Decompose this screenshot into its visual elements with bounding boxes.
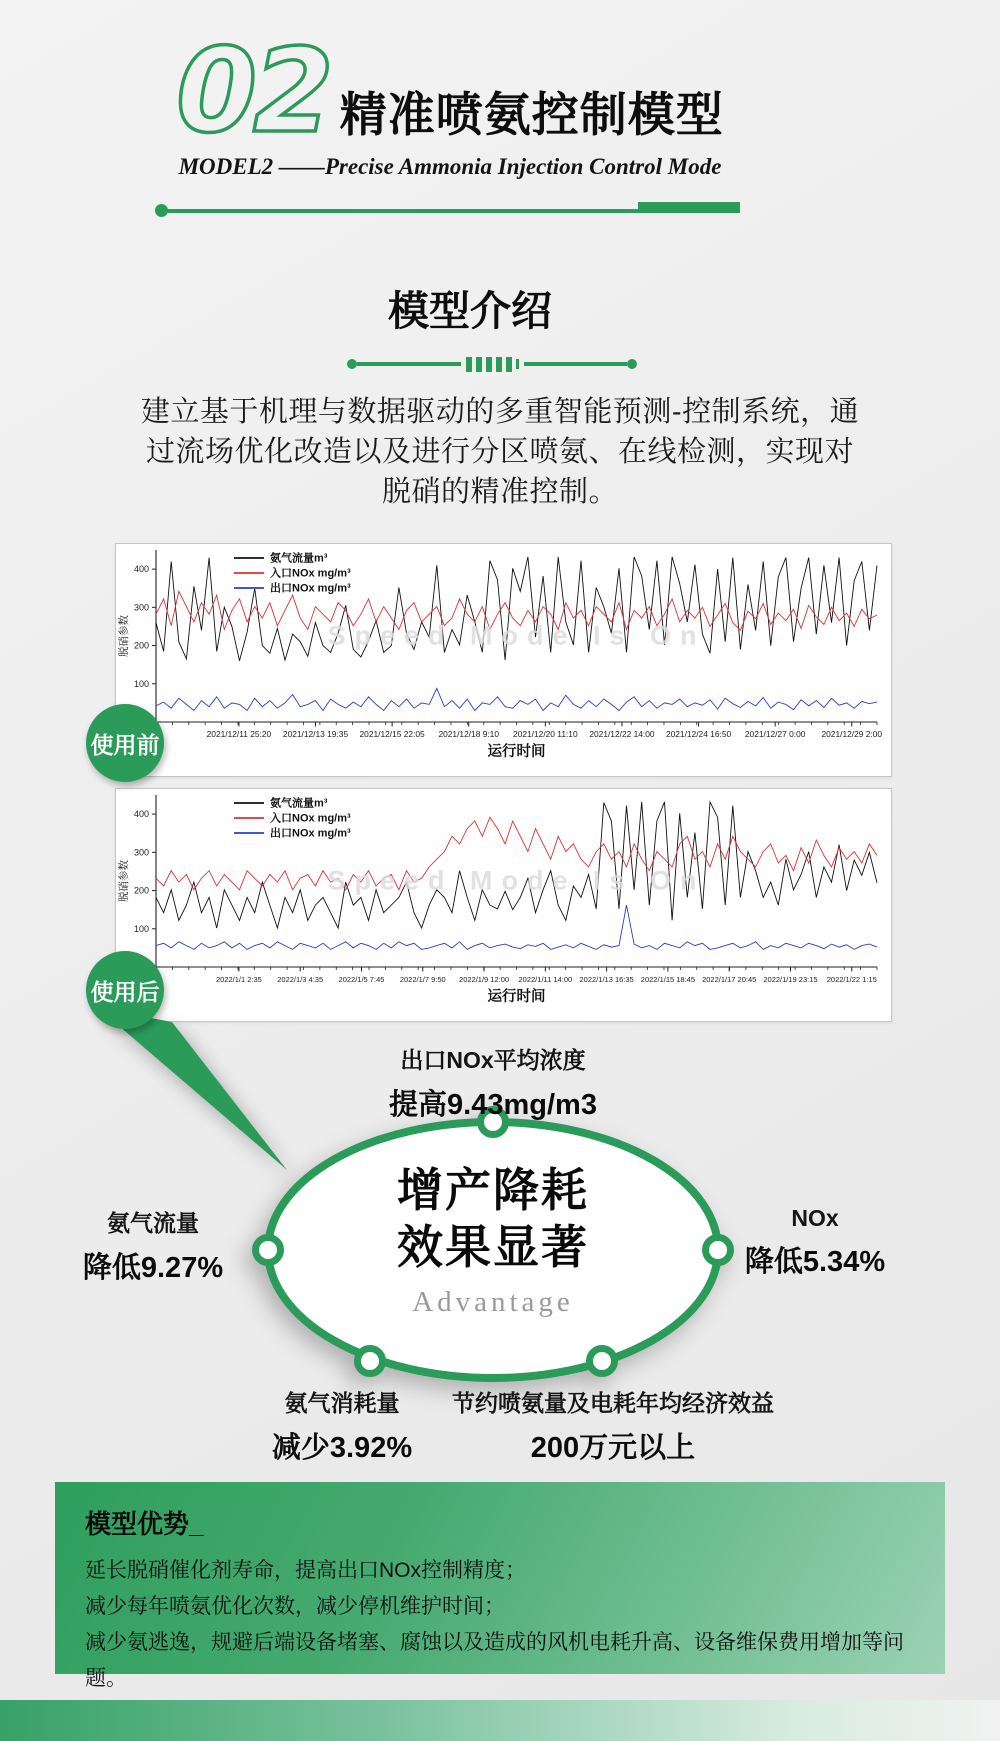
model-advantages-box <box>55 1482 945 1690</box>
svg-text:脱硝参数: 脱硝参数 <box>119 860 130 902</box>
intro-line: 过流场优化改造以及进行分区喷氨、在线检测，实现对 <box>145 436 854 468</box>
svg-text:运行时间: 运行时间 <box>487 989 546 1005</box>
svg-text:2021/12/20 11:10: 2021/12/20 11:10 <box>513 729 578 739</box>
chart-after-canvas <box>116 789 891 1021</box>
advantage-item: 减少氨逃逸，规避后端设备堵塞、腐蚀以及造成的风机电耗升高、设备维保费用增加等问题。 <box>85 1631 904 1690</box>
svg-text:2021/12/29 2:00: 2021/12/29 2:00 <box>821 729 883 739</box>
advantages-title: 模型优势_ <box>85 1509 204 1539</box>
ellipse-caption: Advantage <box>412 1286 574 1318</box>
svg-text:2021/12/27 0:00: 2021/12/27 0:00 <box>744 729 806 739</box>
svg-text:2021/12/11 25:20: 2021/12/11 25:20 <box>206 729 272 739</box>
chart-before-canvas <box>116 544 891 776</box>
svg-text:出口NOx mg/m³: 出口NOx mg/m³ <box>270 582 351 595</box>
svg-text:脱硝参数: 脱硝参数 <box>119 615 130 657</box>
stat-label: 氨气流量 <box>107 1210 199 1236</box>
divider-dot <box>627 359 637 369</box>
svg-text:2021/12/24 16:50: 2021/12/24 16:50 <box>665 729 732 739</box>
stat-label: 节约喷氨量及电耗年均经济效益 <box>452 1390 774 1416</box>
advantage-item: 延长脱硝催化剂寿命，提高出口NOx控制精度； <box>85 1559 526 1582</box>
stat-value: 提高9.43mg/m3 <box>389 1089 597 1121</box>
svg-text:运行时间: 运行时间 <box>487 744 546 760</box>
stat-nox <box>700 1205 930 1280</box>
header-divider <box>155 202 740 218</box>
stat-label: 出口NOx平均浓度 <box>400 1047 586 1073</box>
bottom-gradient-strip <box>0 1700 1000 1741</box>
svg-text:2021/12/13 19:35: 2021/12/13 19:35 <box>282 729 349 739</box>
section-number: 02 <box>176 24 330 159</box>
ellipse-title-line2: 效果显著 <box>397 1221 589 1273</box>
svg-text:2022/1/1 2:35: 2022/1/1 2:35 <box>215 975 262 984</box>
svg-text:100: 100 <box>133 923 149 934</box>
svg-text:400: 400 <box>133 564 149 575</box>
divider-bar <box>638 202 740 213</box>
intro-divider <box>347 356 637 372</box>
stat-value: 减少3.92% <box>271 1432 413 1464</box>
intro-line: 脱硝的精准控制。 <box>381 476 618 508</box>
svg-text:100: 100 <box>133 678 149 689</box>
stat-value: 200万元以上 <box>530 1432 696 1464</box>
divider-line <box>357 362 461 366</box>
svg-text:出口NOx mg/m³: 出口NOx mg/m³ <box>270 827 351 840</box>
stat-label: 氨气消耗量 <box>284 1390 400 1416</box>
svg-text:300: 300 <box>133 847 149 858</box>
svg-text:氨气流量m³: 氨气流量m³ <box>270 552 328 565</box>
divider-ticks <box>466 357 519 372</box>
chart-after-panel <box>115 788 892 1022</box>
svg-text:2021/12/15 22:05: 2021/12/15 22:05 <box>359 729 425 739</box>
divider-line <box>524 362 628 366</box>
svg-text:200: 200 <box>133 640 149 651</box>
stat-value: 降低9.27% <box>82 1252 224 1284</box>
svg-text:Speed Mode Is On: Speed Mode Is On <box>327 620 706 651</box>
intro-paragraph <box>0 392 1000 512</box>
svg-text:2022/1/15 18:45: 2022/1/15 18:45 <box>640 975 696 984</box>
stat-economic-benefit <box>443 1385 783 1466</box>
svg-text:2022/1/11 14:00: 2022/1/11 14:00 <box>518 975 573 984</box>
stat-ammonia-consumption <box>222 1385 462 1466</box>
chart-before-panel <box>115 543 892 777</box>
stat-outlet-nox <box>293 1042 693 1123</box>
page-title: 精准喷氨控制模型 <box>339 88 724 141</box>
intro-heading: 模型介绍 <box>388 288 552 334</box>
svg-text:2021/12/22 14:00: 2021/12/22 14:00 <box>589 729 655 739</box>
svg-text:2022/1/7 9:50: 2022/1/7 9:50 <box>399 975 446 984</box>
svg-text:300: 300 <box>133 602 149 613</box>
intro-line: 建立基于机理与数据驱动的多重智能预测-控制系统，通 <box>140 396 860 428</box>
svg-text:2022/1/3 4:35: 2022/1/3 4:35 <box>277 975 324 984</box>
svg-text:2022/1/17 20:45: 2022/1/17 20:45 <box>702 975 757 984</box>
page-subtitle: MODEL2 ——Precise Ammonia Injection Control Mode <box>178 154 722 179</box>
svg-text:入口NOx mg/m³: 入口NOx mg/m³ <box>270 812 351 825</box>
header <box>0 24 900 180</box>
svg-text:2022/1/9 12:00: 2022/1/9 12:00 <box>459 975 510 984</box>
node-bottom-left <box>358 1349 383 1374</box>
stat-label: NOx <box>791 1205 839 1231</box>
svg-text:400: 400 <box>133 809 149 820</box>
divider-dot <box>347 359 357 369</box>
stat-value: 降低5.34% <box>744 1246 886 1278</box>
svg-text:氨气流量m³: 氨气流量m³ <box>270 797 328 810</box>
svg-text:2021/12/18 9:10: 2021/12/18 9:10 <box>438 729 500 739</box>
svg-text:2022/1/13 16:35: 2022/1/13 16:35 <box>579 975 634 984</box>
svg-text:入口NOx mg/m³: 入口NOx mg/m³ <box>270 567 351 580</box>
ellipse-center-text <box>343 1162 643 1319</box>
advantage-item: 减少每年喷氨优化次数，减少停机维护时间； <box>85 1595 505 1618</box>
badge-after-use: 使用后 <box>86 951 164 1029</box>
svg-text:Speed Mode Is On: Speed Mode Is On <box>327 865 706 896</box>
node-bottom-right <box>590 1349 615 1374</box>
ellipse-title-line1: 增产降耗 <box>397 1164 589 1216</box>
svg-text:2022/1/5 7:45: 2022/1/5 7:45 <box>338 975 385 984</box>
svg-text:2022/1/22 1:15: 2022/1/22 1:15 <box>826 975 877 984</box>
stat-ammonia-flow <box>28 1205 278 1286</box>
svg-text:2022/1/19 23:15: 2022/1/19 23:15 <box>763 975 818 984</box>
badge-before-use: 使用前 <box>86 704 164 782</box>
svg-text:200: 200 <box>133 885 149 896</box>
